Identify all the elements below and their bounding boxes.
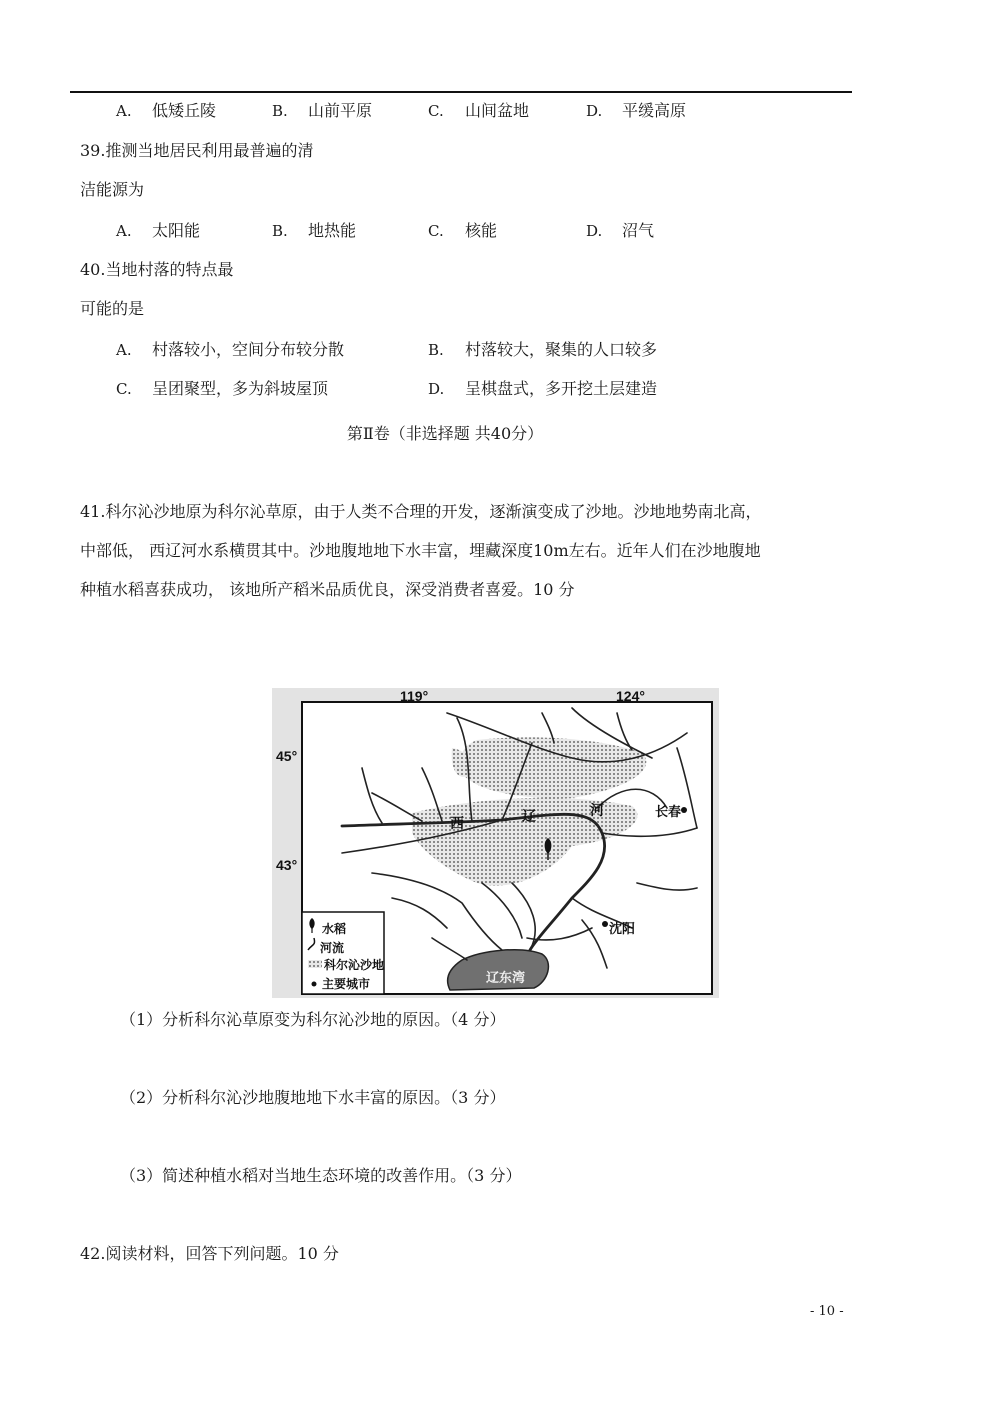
city-label-shenyang: 沈阳 xyxy=(609,921,636,936)
river-char-he: 河 xyxy=(590,802,604,818)
q39-option-d-letter: D. xyxy=(586,222,603,240)
q38-option-b-letter: B. xyxy=(272,102,288,120)
q40-option-b-text: 村落较大，聚集的人口较多 xyxy=(465,340,658,359)
river-char-liao: 辽 xyxy=(522,808,536,824)
legend-city: 主要城市 xyxy=(322,977,371,991)
q38-option-c-text: 山间盆地 xyxy=(465,101,530,120)
q41-sub1: （1）分析科尔沁草原变为科尔沁沙地的原因。（4 分） xyxy=(120,1010,506,1029)
q38-option-d-text: 平缓高原 xyxy=(622,101,687,120)
q39-option-a-text: 太阳能 xyxy=(152,221,201,240)
q40-option-c-text: 呈团聚型，多为斜坡屋顶 xyxy=(152,379,329,398)
q40-option-a-text: 村落较小，空间分布较分散 xyxy=(152,340,345,359)
q39-option-c-letter: C. xyxy=(428,222,444,240)
legend-sandy-land: 科尔沁沙地 xyxy=(324,958,385,972)
q39-stem-line2: 洁能源为 xyxy=(80,180,145,199)
legend-river: 河流 xyxy=(320,941,345,955)
river-char-xi: 西 xyxy=(450,815,464,831)
q38-option-d-letter: D. xyxy=(586,102,603,120)
q40-option-a-letter: A. xyxy=(116,341,132,359)
q42-stem: 42.阅读材料，回答下列问题。10 分 xyxy=(80,1244,339,1263)
q40-option-b-letter: B. xyxy=(428,341,444,359)
bay-label: 辽东湾 xyxy=(486,970,526,985)
q39-stem-line1: 39.推测当地居民利用最普遍的清 xyxy=(80,141,314,160)
q41-sub2: （2）分析科尔沁沙地腹地地下水丰富的原因。（3 分） xyxy=(120,1088,506,1107)
lon-label-124: 124° xyxy=(616,688,645,704)
q38-option-a-letter: A. xyxy=(116,102,132,120)
city-label-changchun: 长春 xyxy=(655,804,682,819)
lon-label-119: 119° xyxy=(400,688,429,704)
q38-option-a-text: 低矮丘陵 xyxy=(152,101,217,120)
q39-option-b-text: 地热能 xyxy=(308,221,357,240)
q41-sub3: （3）简述种植水稻对当地生态环境的改善作用。（3 分） xyxy=(120,1166,522,1185)
q40-option-c-letter: C. xyxy=(116,380,132,398)
page-number: - 10 - xyxy=(810,1304,844,1319)
city-dot-changchun xyxy=(681,807,687,813)
q40-option-d-text: 呈棋盘式，多开挖土层建造 xyxy=(465,379,658,398)
q38-option-c-letter: C. xyxy=(428,102,444,120)
q39-option-a-letter: A. xyxy=(116,222,132,240)
q41-stem-line3: 种植水稻喜获成功， 该地所产稻米品质优良，深受消费者喜爱。10 分 xyxy=(80,580,575,599)
q39-option-b-letter: B. xyxy=(272,222,288,240)
q38-option-b-text: 山前平原 xyxy=(308,101,373,120)
lat-label-43: 43° xyxy=(276,857,298,873)
q40-stem-line2: 可能的是 xyxy=(80,299,145,318)
q40-stem-line1: 40.当地村落的特点最 xyxy=(80,260,234,279)
legend-rice: 水稻 xyxy=(322,922,347,936)
q39-option-c-text: 核能 xyxy=(465,221,498,240)
q41-stem-line1: 41.科尔沁沙地原为科尔沁草原，由于人类不合理的开发，逐渐演变成了沙地。沙地地势南北高， xyxy=(80,502,762,521)
q41-stem-line2: 中部低， 西辽河水系横贯其中。沙地腹地地下水丰富，埋藏深度10m左右。近年人们在沙地腹地 xyxy=(80,541,761,560)
section-title: 第Ⅱ卷（非选择题 共40分） xyxy=(346,424,544,443)
city-dot-shenyang xyxy=(602,921,608,927)
horqin-sandy-land-map xyxy=(272,688,719,998)
header-rule xyxy=(70,91,852,93)
q39-option-d-text: 沼气 xyxy=(622,221,655,240)
q40-option-d-letter: D. xyxy=(428,380,445,398)
map-legend xyxy=(302,912,384,994)
lat-label-45: 45° xyxy=(276,748,298,764)
